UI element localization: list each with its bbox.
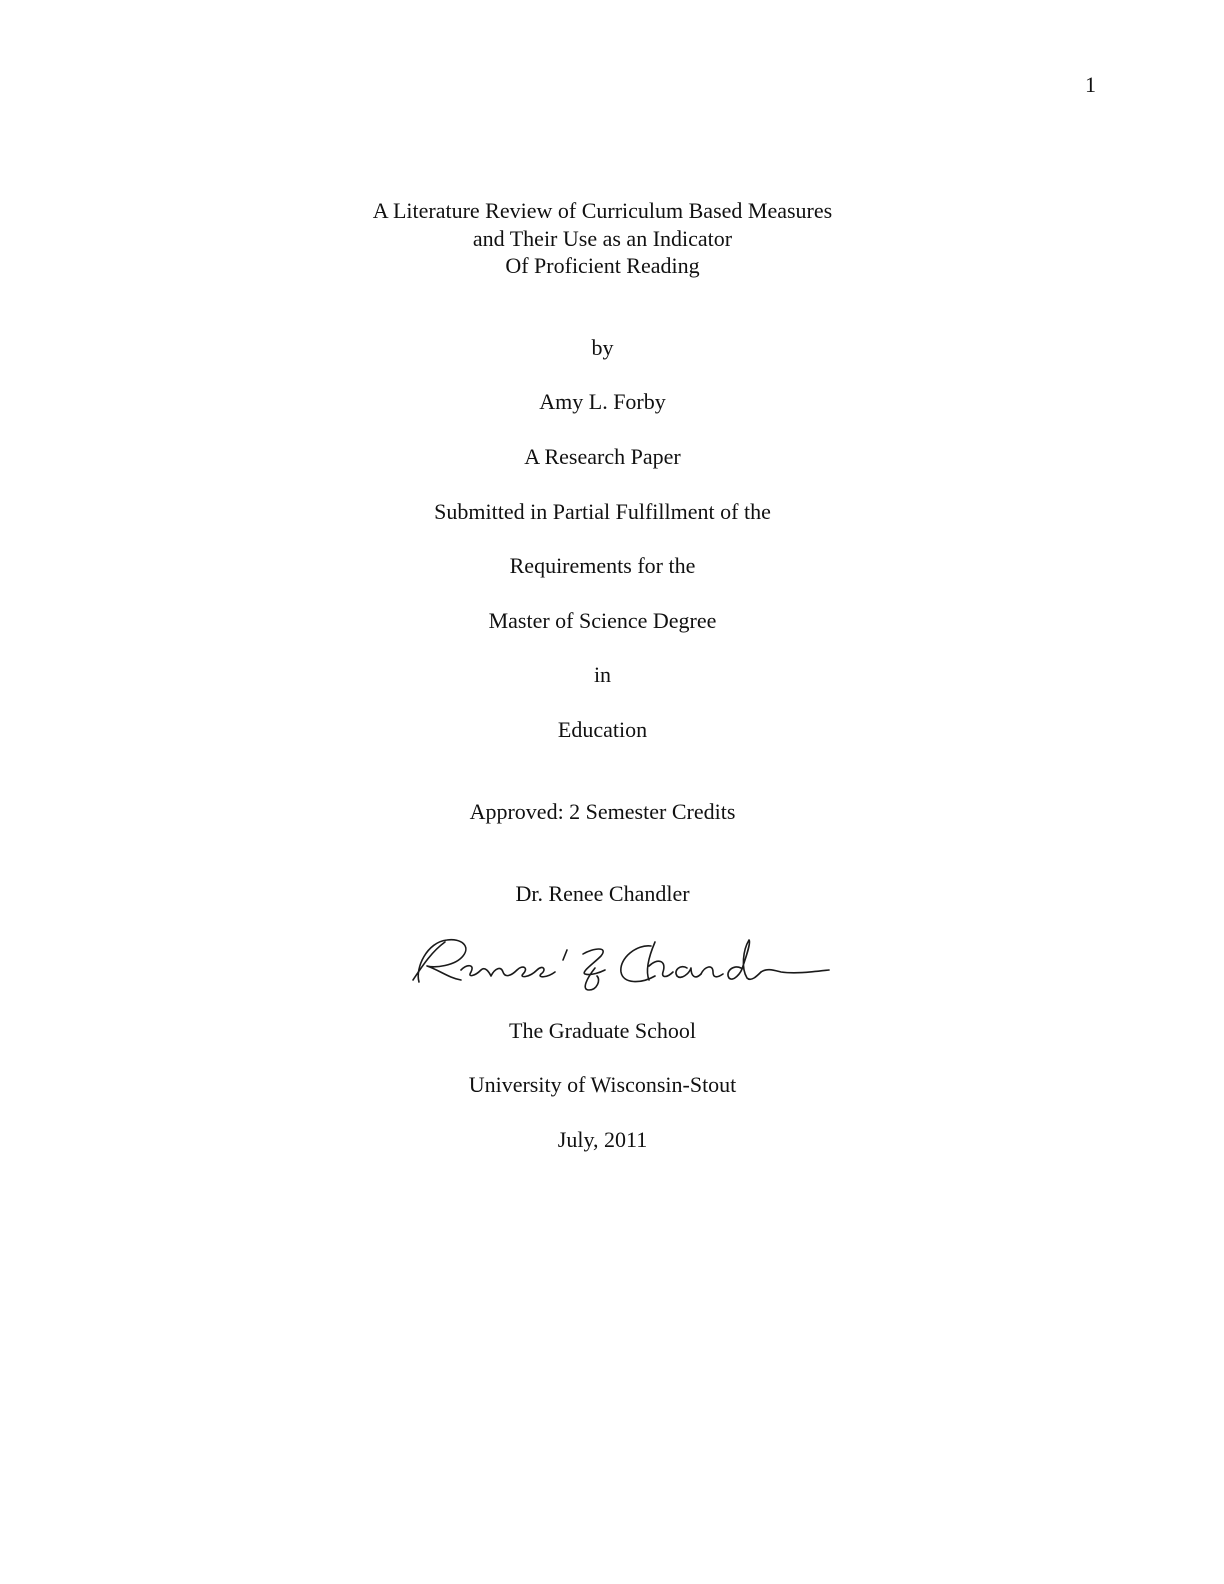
graduate-school: The Graduate School [509, 1018, 696, 1043]
document-title [0, 197, 1205, 280]
university-name: University of Wisconsin-Stout [468, 1072, 737, 1097]
page-number: 1 [1085, 72, 1096, 97]
degree-name: Master of Science Degree [488, 608, 717, 633]
title-line-2: and Their Use as an Indicator [472, 225, 733, 251]
submission-line-1: Submitted in Partial Fulfillment of the [434, 499, 771, 524]
advisor-name: Dr. Renee Chandler [515, 881, 690, 906]
field-of-study: Education [557, 717, 648, 742]
title-line-1: A Literature Review of Curriculum Based Measures [372, 198, 833, 223]
submission-date: July, 2011 [557, 1127, 648, 1152]
approval-credits: Approved: 2 Semester Credits [469, 799, 736, 824]
submission-line-2: Requirements for the [509, 553, 696, 578]
document-type: A Research Paper [524, 444, 681, 469]
title-line-3: Of Proficient Reading [505, 253, 700, 278]
by-label: by [591, 335, 614, 360]
author-name: Amy L. Forby [539, 389, 666, 414]
in-label: in [593, 662, 612, 687]
handwritten-signature [405, 928, 835, 996]
